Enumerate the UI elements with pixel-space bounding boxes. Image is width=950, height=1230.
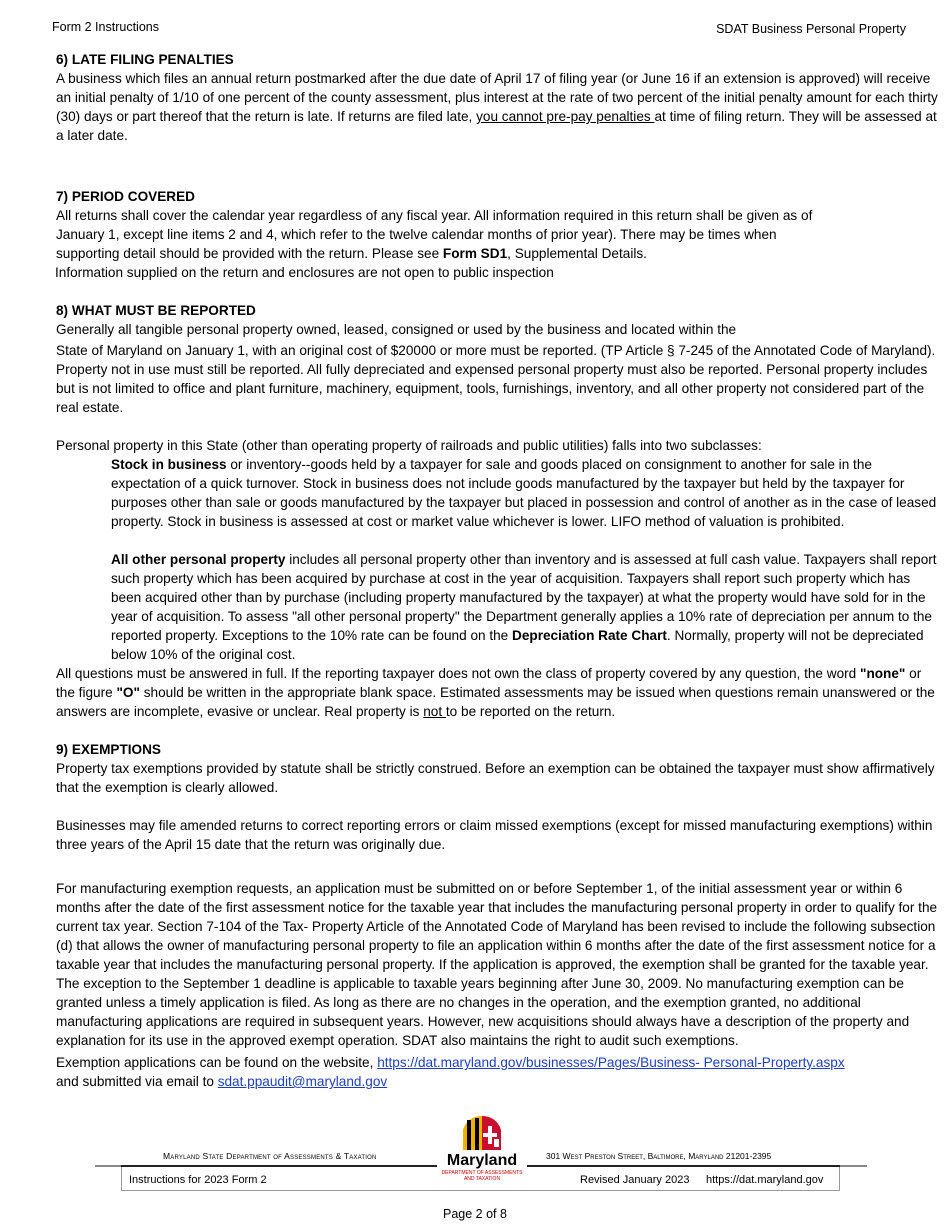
section-period-covered (56, 187, 940, 282)
page-number: Page 2 of 8 (443, 1207, 507, 1221)
section-8-p1-line-1: Generally all tangible personal property owned, leased, consigned or used by the business and located within the (56, 322, 737, 337)
section-9-p5 (56, 1072, 940, 1091)
all-other-property-paragraph (111, 550, 940, 664)
section-9-p2: Businesses may file amended returns to correct reporting errors or claim missed exemptions (except for missed manufacturing exemptions) within three years of the April 15 date that the return was originally due. (56, 818, 933, 852)
section-6-body (56, 69, 940, 145)
section-9-p1: Property tax exemptions provided by statute shall be strictly construed. Before an exemption can be obtained the taxpayer must show affirmatively that the exemption is clearly allowed. (56, 761, 935, 795)
section-what-reported (56, 301, 940, 721)
section-6-text-end: at time of filing return. They will be assessed at a later date. (56, 109, 937, 143)
document-body (56, 50, 940, 1091)
section-7-line-1: All returns shall cover the calendar year regardless of any fiscal year. All information required in this return shall be given as of (56, 208, 813, 223)
maryland-logo (437, 1112, 527, 1186)
stock-in-business-label: Stock in business (111, 457, 227, 472)
section-8-p3-text-2: or the figure (56, 666, 922, 700)
section-8-p2: Personal property in this State (other than operating property of railroads and public utilities) falls into two subclasses: (56, 438, 762, 453)
ppaudit-email-link[interactable]: sdat.ppaudit@maryland.gov (217, 1074, 388, 1089)
not-underline: not (423, 704, 446, 719)
section-exemptions (56, 740, 940, 1091)
section-6-text: A business which files an annual return postmarked after the due date of April 17 of filing year (or June 16 if an extension is approved) will receive an initial penalty of 1/10 of one percent of the county assessment, plus interest at the rate of two percent of the initial penalty amount for each thirty (30) days or part thereof that the return is late. If returns are filed late, (56, 71, 938, 124)
footer-revised: Revised January 2023 (580, 1174, 690, 1186)
header-section-title: SDAT Business Personal Property (716, 22, 906, 36)
section-8-p3-text-3: should be written in the appropriate blank space. Estimated assessments may be issued when questions remain unanswered or the answers are incomplete, evasive or unclear. Real property is (56, 685, 935, 719)
section-7-title: 7) PERIOD COVERED (56, 189, 195, 204)
section-late-filing (56, 50, 940, 145)
all-other-property-label: All other personal property (111, 552, 286, 567)
section-7-line-2: January 1, except line items 2 and 4, which refer to the twelve calendar months of prior year). There may be times when (56, 227, 777, 242)
section-8-p3 (56, 664, 940, 721)
business-property-link[interactable]: https://dat.maryland.gov/businesses/Pages/Business- Personal-Property.aspx (377, 1055, 845, 1070)
section-9-p3: For manufacturing exemption requests, an application must be submitted on or before September 1, of the initial assessment year or within 6 months after the date of the first assessment notice for the taxable year that includes the manufacturing personal property in order to qualify for the current tax year. Section 7-104 of the Tax- Property Article of the Annotated Code of Maryland has been revised to include the following subsection (d) that allows the owner of manufacturing personal property to file an application within 6 months after the date of the first assessment notice for a taxable year that includes the manufacturing personal property. If the application is approved, the exemption shall be granted for the taxable year. The exception to the September 1 deadline is applicable to taxable years beginning after June 30, 2009. No manufacturing exemption can be granted unless a timely application is filed. As long as there are no changes in the operation, and the exemption granted, no additional manufacturing applications are required in subsequent years. However, new acquisitions should always have a description of the property and explanation for its use in the approved exempt operation. SDAT also maintains the right to audit such exemptions. (56, 881, 938, 1048)
page-footer (95, 1112, 867, 1194)
section-7-line-4: Information supplied on the return and enclosures are not open to public inspection (55, 265, 554, 280)
section-8-p3-text-end: to be reported on the return. (445, 704, 616, 719)
none-label: "none" (860, 666, 906, 681)
stock-in-business-paragraph (111, 455, 940, 531)
logo-subtitle: DEPARTMENT OF ASSESSMENTS AND TAXATION (441, 1170, 523, 1182)
footer-instructions: Instructions for 2023 Form 2 (129, 1174, 267, 1186)
depreciation-chart-label: Depreciation Rate Chart (512, 628, 667, 643)
logo-wordmark: Maryland (446, 1152, 518, 1169)
footer-address: 301 West Preston Street, Baltimore, Maryland 21201-2395 (546, 1151, 772, 1161)
section-8-p1: State of Maryland on January 1, with an original cost of $20000 or more must be reported. (TP Article § 7-245 of the Annotated Code of Maryland). Property not in use must still be reported. All fully depreciated and expensed personal property must also be reported. Personal property includes but is not limited to office and plant furniture, machinery, equipment, tools, furnishings, inventory, and all other property not considered part of the real estate. (56, 343, 936, 415)
section-9-p5-text: and submitted via email to (56, 1074, 218, 1089)
all-other-property-text-end: . Normally, property will not be depreciated below 10% of the original cost. (111, 628, 924, 662)
form-sd1-label: Form SD1 (442, 246, 508, 261)
maryland-flag-icon (437, 1112, 527, 1152)
section-7-line-3 (56, 244, 940, 263)
footer-url: https://dat.maryland.gov (706, 1174, 824, 1186)
section-8-p3-text: All questions must be answered in full. If the reporting taxpayer does not own the class of property covered by any question, the word (56, 666, 860, 681)
o-label: "O" (116, 685, 140, 700)
all-other-property-text: includes all personal property other than inventory and is assessed at full cash value. Taxpayers shall report such property which has been acquired by purchase at cost in the year of acquisition. Taxpayers shall report such property which has been acquired other than by purchase (including property manufactured by the taxpayer) at what the property would have sold for in the year of acquisition. To assess "all other personal property" the Department generally applies a 10% rate of depreciation per annum to the reported property. Exceptions to the 10% rate can be found on the (111, 552, 937, 643)
section-6-underline: you cannot pre-pay penalties (476, 109, 655, 124)
section-6-title: 6) LATE FILING PENALTIES (56, 52, 234, 67)
section-7-line-3-end: , Supplemental Details. (507, 246, 647, 261)
section-9-p4-text: Exemption applications can be found on the website, (56, 1055, 378, 1070)
header-form-title: Form 2 Instructions (52, 20, 159, 34)
section-8-title: 8) WHAT MUST BE REPORTED (56, 303, 256, 318)
stock-in-business-text: or inventory--goods held by a taxpayer for sale and goods placed on consignment to another for sale in the expectation of a quick turnover. Stock in business does not include goods manufactured by the taxpayer but held by the taxpayer for purposes other than sale or goods manufactured by the taxpayer but placed in possession and control of another as in the case of leased property. Stock in business is assessed at cost or market value whichever is lower. LIFO method of valuation is prohibited. (111, 457, 937, 529)
footer-agency: Maryland State Department of Assessments & Taxation (163, 1151, 377, 1161)
section-9-p4 (56, 1053, 940, 1072)
section-9-title: 9) EXEMPTIONS (56, 742, 161, 757)
section-7-line-3-text: supporting detail should be provided with the return. Please see (56, 246, 443, 261)
